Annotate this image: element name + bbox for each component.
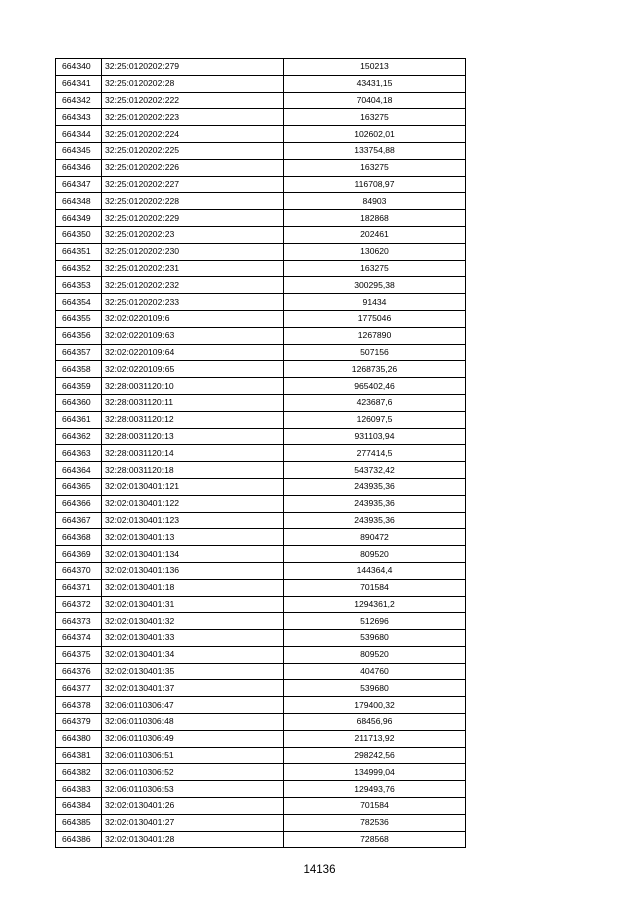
cadastral-number-cell: 32:25:0120202:233 [102, 294, 284, 311]
table-row [56, 630, 466, 647]
value-cell: 1268735,26 [284, 361, 466, 378]
row-id-cell: 664342 [56, 92, 102, 109]
row-id-cell: 664379 [56, 714, 102, 731]
row-id-cell: 664383 [56, 781, 102, 798]
row-id-cell: 664377 [56, 680, 102, 697]
table-row [56, 142, 466, 159]
cadastral-number-cell: 32:25:0120202:230 [102, 243, 284, 260]
value-cell: 543732,42 [284, 462, 466, 479]
cadastral-number-cell: 32:02:0220109:63 [102, 327, 284, 344]
table-row [56, 411, 466, 428]
cadastral-number-cell: 32:02:0130401:26 [102, 798, 284, 815]
row-id-cell: 664370 [56, 562, 102, 579]
value-cell: 70404,18 [284, 92, 466, 109]
cadastral-number-cell: 32:25:0120202:222 [102, 92, 284, 109]
row-id-cell: 664344 [56, 126, 102, 143]
cadastral-number-cell: 32:25:0120202:23 [102, 226, 284, 243]
row-id-cell: 664341 [56, 75, 102, 92]
table-row [56, 109, 466, 126]
cadastral-number-cell: 32:02:0220109:64 [102, 344, 284, 361]
table-row [56, 646, 466, 663]
cadastral-number-cell: 32:06:0110306:49 [102, 730, 284, 747]
cadastral-number-cell: 32:02:0130401:123 [102, 512, 284, 529]
table-row [56, 512, 466, 529]
value-cell: 129493,76 [284, 781, 466, 798]
cadastral-number-cell: 32:02:0220109:6 [102, 310, 284, 327]
table-row [56, 394, 466, 411]
table-row [56, 831, 466, 848]
table-row [56, 613, 466, 630]
cadastral-number-cell: 32:06:0110306:51 [102, 747, 284, 764]
row-id-cell: 664362 [56, 428, 102, 445]
cadastral-number-cell: 32:02:0220109:65 [102, 361, 284, 378]
row-id-cell: 664352 [56, 260, 102, 277]
value-cell: 298242,56 [284, 747, 466, 764]
table-row [56, 243, 466, 260]
value-cell: 163275 [284, 109, 466, 126]
value-cell: 102602,01 [284, 126, 466, 143]
cadastral-number-cell: 32:25:0120202:231 [102, 260, 284, 277]
value-cell: 404760 [284, 663, 466, 680]
row-id-cell: 664368 [56, 529, 102, 546]
table-row [56, 562, 466, 579]
table-row [56, 495, 466, 512]
cadastral-number-cell: 32:28:0031120:10 [102, 378, 284, 395]
table-row [56, 596, 466, 613]
table-row [56, 176, 466, 193]
cadastral-number-cell: 32:02:0130401:31 [102, 596, 284, 613]
value-cell: 243935,36 [284, 512, 466, 529]
row-id-cell: 664373 [56, 613, 102, 630]
table-row [56, 428, 466, 445]
table-row [56, 478, 466, 495]
value-cell: 133754,88 [284, 142, 466, 159]
table-row [56, 462, 466, 479]
cadastral-number-cell: 32:25:0120202:279 [102, 59, 284, 76]
row-id-cell: 664351 [56, 243, 102, 260]
table-row [56, 294, 466, 311]
cadastral-number-cell: 32:25:0120202:224 [102, 126, 284, 143]
table-row [56, 764, 466, 781]
row-id-cell: 664382 [56, 764, 102, 781]
cadastral-number-cell: 32:25:0120202:232 [102, 277, 284, 294]
value-cell: 179400,32 [284, 697, 466, 714]
row-id-cell: 664340 [56, 59, 102, 76]
value-cell: 211713,92 [284, 730, 466, 747]
value-cell: 1775046 [284, 310, 466, 327]
value-cell: 539680 [284, 630, 466, 647]
value-cell: 163275 [284, 159, 466, 176]
cadastral-number-cell: 32:02:0130401:34 [102, 646, 284, 663]
row-id-cell: 664350 [56, 226, 102, 243]
cadastral-number-cell: 32:02:0130401:28 [102, 831, 284, 848]
value-cell: 809520 [284, 646, 466, 663]
table-row [56, 361, 466, 378]
value-cell: 243935,36 [284, 495, 466, 512]
row-id-cell: 664366 [56, 495, 102, 512]
table-row [56, 579, 466, 596]
cadastral-number-cell: 32:28:0031120:12 [102, 411, 284, 428]
value-cell: 512696 [284, 613, 466, 630]
cadastral-number-cell: 32:28:0031120:13 [102, 428, 284, 445]
cadastral-number-cell: 32:06:0110306:48 [102, 714, 284, 731]
cadastral-number-cell: 32:28:0031120:18 [102, 462, 284, 479]
cadastral-number-cell: 32:06:0110306:53 [102, 781, 284, 798]
value-cell: 68456,96 [284, 714, 466, 731]
cadastral-number-cell: 32:02:0130401:13 [102, 529, 284, 546]
value-cell: 116708,97 [284, 176, 466, 193]
value-cell: 91434 [284, 294, 466, 311]
data-table [55, 58, 466, 848]
value-cell: 243935,36 [284, 478, 466, 495]
value-cell: 507156 [284, 344, 466, 361]
value-cell: 965402,46 [284, 378, 466, 395]
row-id-cell: 664363 [56, 445, 102, 462]
row-id-cell: 664347 [56, 176, 102, 193]
row-id-cell: 664359 [56, 378, 102, 395]
row-id-cell: 664385 [56, 814, 102, 831]
table-row [56, 814, 466, 831]
cadastral-number-cell: 32:02:0130401:121 [102, 478, 284, 495]
value-cell: 300295,38 [284, 277, 466, 294]
value-cell: 701584 [284, 579, 466, 596]
value-cell: 423687,6 [284, 394, 466, 411]
row-id-cell: 664380 [56, 730, 102, 747]
table-row [56, 730, 466, 747]
cadastral-number-cell: 32:28:0031120:14 [102, 445, 284, 462]
table-row [56, 59, 466, 76]
row-id-cell: 664375 [56, 646, 102, 663]
table-row [56, 310, 466, 327]
row-id-cell: 664345 [56, 142, 102, 159]
table-row [56, 92, 466, 109]
value-cell: 728568 [284, 831, 466, 848]
table-row [56, 378, 466, 395]
value-cell: 134999,04 [284, 764, 466, 781]
table-row [56, 663, 466, 680]
value-cell: 126097,5 [284, 411, 466, 428]
row-id-cell: 664378 [56, 697, 102, 714]
cadastral-number-cell: 32:02:0130401:134 [102, 546, 284, 563]
cadastral-number-cell: 32:25:0120202:28 [102, 75, 284, 92]
value-cell: 163275 [284, 260, 466, 277]
value-cell: 84903 [284, 193, 466, 210]
row-id-cell: 664361 [56, 411, 102, 428]
row-id-cell: 664348 [56, 193, 102, 210]
row-id-cell: 664355 [56, 310, 102, 327]
table-body [56, 59, 466, 848]
cadastral-number-cell: 32:25:0120202:226 [102, 159, 284, 176]
cadastral-number-cell: 32:06:0110306:52 [102, 764, 284, 781]
table-row [56, 714, 466, 731]
table-row [56, 75, 466, 92]
row-id-cell: 664365 [56, 478, 102, 495]
table-row [56, 277, 466, 294]
value-cell: 931103,94 [284, 428, 466, 445]
value-cell: 701584 [284, 798, 466, 815]
cadastral-number-cell: 32:25:0120202:229 [102, 210, 284, 227]
row-id-cell: 664374 [56, 630, 102, 647]
cadastral-number-cell: 32:25:0120202:223 [102, 109, 284, 126]
value-cell: 809520 [284, 546, 466, 563]
value-cell: 782536 [284, 814, 466, 831]
row-id-cell: 664376 [56, 663, 102, 680]
cadastral-number-cell: 32:02:0130401:35 [102, 663, 284, 680]
value-cell: 1267890 [284, 327, 466, 344]
cadastral-number-cell: 32:02:0130401:37 [102, 680, 284, 697]
cadastral-number-cell: 32:02:0130401:32 [102, 613, 284, 630]
row-id-cell: 664360 [56, 394, 102, 411]
value-cell: 182868 [284, 210, 466, 227]
value-cell: 539680 [284, 680, 466, 697]
value-cell: 890472 [284, 529, 466, 546]
row-id-cell: 664364 [56, 462, 102, 479]
cadastral-number-cell: 32:02:0130401:122 [102, 495, 284, 512]
row-id-cell: 664371 [56, 579, 102, 596]
value-cell: 144364,4 [284, 562, 466, 579]
table-row [56, 159, 466, 176]
row-id-cell: 664343 [56, 109, 102, 126]
table-row [56, 344, 466, 361]
value-cell: 1294361,2 [284, 596, 466, 613]
row-id-cell: 664372 [56, 596, 102, 613]
row-id-cell: 664367 [56, 512, 102, 529]
cadastral-number-cell: 32:06:0110306:47 [102, 697, 284, 714]
table-row [56, 193, 466, 210]
row-id-cell: 664354 [56, 294, 102, 311]
row-id-cell: 664346 [56, 159, 102, 176]
table-row [56, 260, 466, 277]
table-row [56, 697, 466, 714]
cadastral-number-cell: 32:02:0130401:18 [102, 579, 284, 596]
value-cell: 130620 [284, 243, 466, 260]
table-row [56, 445, 466, 462]
row-id-cell: 664349 [56, 210, 102, 227]
cadastral-number-cell: 32:25:0120202:227 [102, 176, 284, 193]
cadastral-number-cell: 32:02:0130401:33 [102, 630, 284, 647]
table-row [56, 529, 466, 546]
cadastral-number-cell: 32:25:0120202:228 [102, 193, 284, 210]
table-row [56, 226, 466, 243]
row-id-cell: 664384 [56, 798, 102, 815]
table-row [56, 126, 466, 143]
table-row [56, 680, 466, 697]
page-number: 14136 [303, 864, 336, 876]
table-row [56, 781, 466, 798]
row-id-cell: 664357 [56, 344, 102, 361]
row-id-cell: 664369 [56, 546, 102, 563]
row-id-cell: 664353 [56, 277, 102, 294]
table-row [56, 798, 466, 815]
table-row [56, 327, 466, 344]
table-row [56, 747, 466, 764]
table-row [56, 546, 466, 563]
row-id-cell: 664356 [56, 327, 102, 344]
row-id-cell: 664386 [56, 831, 102, 848]
row-id-cell: 664358 [56, 361, 102, 378]
cadastral-number-cell: 32:02:0130401:27 [102, 814, 284, 831]
value-cell: 150213 [284, 59, 466, 76]
table-row [56, 210, 466, 227]
value-cell: 43431,15 [284, 75, 466, 92]
cadastral-number-cell: 32:28:0031120:11 [102, 394, 284, 411]
cadastral-number-cell: 32:25:0120202:225 [102, 142, 284, 159]
value-cell: 277414,5 [284, 445, 466, 462]
row-id-cell: 664381 [56, 747, 102, 764]
value-cell: 202461 [284, 226, 466, 243]
cadastral-number-cell: 32:02:0130401:136 [102, 562, 284, 579]
